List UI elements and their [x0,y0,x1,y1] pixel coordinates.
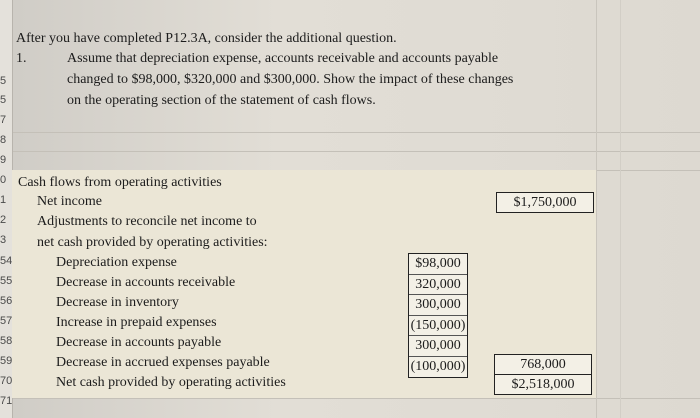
adjustments-label: net cash provided by operating activities: [37,235,268,250]
row-number[interactable]: 5 [0,75,7,87]
adjustment-label: Increase in prepaid expenses [56,315,217,330]
adjustment-label: Decrease in inventory [56,295,179,310]
total-adjustments-cell[interactable]: 768,000 [494,354,592,375]
question-intro: After you have completed P12.3A, consider the additional question. [16,31,397,46]
row-number[interactable]: 9 [0,154,7,166]
adjustment-label: Decrease in accrued expenses payable [56,355,270,370]
row-number[interactable]: 2 [0,214,7,226]
grid-line [596,0,597,418]
grid-line [620,0,621,418]
adjustment-value-cell[interactable]: $98,000 [409,254,467,275]
row-number[interactable]: 56 [0,295,13,307]
adjustment-value-cell[interactable]: 300,000 [409,336,467,357]
net-income-cell[interactable]: $1,750,000 [496,192,594,213]
row-number[interactable]: 5 [0,94,7,106]
question-text-line: Assume that depreciation expense, accounts receivable and accounts payable [67,51,499,66]
question-text-line: on the operating section of the statement of cash flows. [67,93,376,108]
adjustment-label: Decrease in accounts payable [56,335,222,350]
row-number[interactable]: 1 [0,194,7,206]
row-number[interactable]: 59 [0,355,13,367]
net-cash-cell[interactable]: $2,518,000 [494,374,592,395]
question-text-line: changed to $98,000, $320,000 and $300,000. Show the impact of these changes [67,72,514,87]
row-number[interactable]: 0 [0,174,7,186]
row-number[interactable]: 55 [0,275,13,287]
row-number[interactable]: 8 [0,134,7,146]
row-number[interactable]: 7 [0,114,7,126]
adjustment-value-cell[interactable]: (150,000) [409,316,467,337]
adjustments-label: Adjustments to reconcile net income to [37,214,257,229]
section-heading: Cash flows from operating activities [18,175,222,190]
row-number[interactable]: 58 [0,335,13,347]
adjustments-cells [408,253,468,378]
net-cash-label: Net cash provided by operating activities [56,375,286,390]
adjustment-value-cell[interactable]: 300,000 [409,295,467,316]
row-number[interactable]: 3 [0,234,7,246]
row-number[interactable]: 54 [0,255,13,267]
row-number[interactable]: 70 [0,375,13,387]
question-number: 1. [16,51,27,66]
row-number[interactable]: 71 [0,395,13,407]
adjustment-value-cell[interactable]: (100,000) [410,358,466,374]
adjustment-value-cell[interactable]: 320,000 [409,275,467,296]
row-number[interactable]: 57 [0,315,13,327]
net-income-label: Net income [37,194,102,209]
adjustment-label: Depreciation expense [56,255,177,270]
adjustment-label: Decrease in accounts receivable [56,275,236,290]
